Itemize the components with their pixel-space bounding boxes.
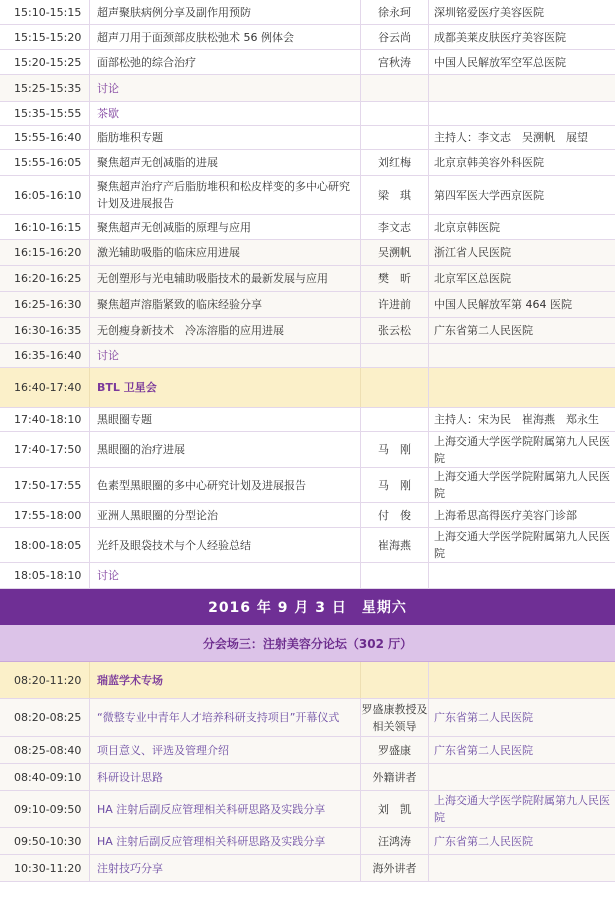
session-time: 17:55-18:00 xyxy=(0,503,90,527)
speaker-name: 李文志 xyxy=(361,215,429,239)
table-row xyxy=(0,318,615,344)
table-row xyxy=(0,699,615,737)
empty-cell xyxy=(361,408,429,431)
institution xyxy=(429,764,615,790)
session-label: 讨论 xyxy=(90,344,361,367)
session-label: 讨论 xyxy=(90,75,361,101)
talk-title: 色素型黑眼圈的多中心研究计划及进展报告 xyxy=(90,468,361,502)
session-time: 18:00-18:05 xyxy=(0,528,90,562)
talk-title: 科研设计思路 xyxy=(90,764,361,790)
session-time: 16:25-16:30 xyxy=(0,292,90,317)
session-header xyxy=(0,408,615,432)
session-time: 15:15-15:20 xyxy=(0,25,90,49)
talk-title: 聚焦超声无创减脂的进展 xyxy=(90,150,361,175)
institution: 中国人民解放军第 464 医院 xyxy=(434,298,572,311)
table-row xyxy=(0,240,615,266)
institution: 广东省第二人民医院 xyxy=(434,834,533,848)
speaker-name: 张云松 xyxy=(361,318,429,343)
speaker-name: 马 刚 xyxy=(361,432,429,467)
session-time: 16:05-16:10 xyxy=(0,176,90,214)
empty-cell xyxy=(429,662,615,698)
session-label: 脂肪堆积专题 xyxy=(90,126,361,149)
session-time: 15:10-15:15 xyxy=(0,0,90,24)
session-time: 17:50-17:55 xyxy=(0,468,90,502)
talk-title: 聚焦超声溶脂紧致的临床经验分享 xyxy=(90,292,361,317)
table-row xyxy=(0,266,615,292)
institution: 广东省第二人民医院 xyxy=(434,743,533,757)
session-label: 瑞蓝学术专场 xyxy=(90,662,361,698)
speaker-name: 许进前 xyxy=(361,292,429,317)
empty-cell xyxy=(429,344,615,367)
table-row xyxy=(0,292,615,318)
institution: 北京京韩美容外科医院 xyxy=(434,156,544,169)
speaker-name: 罗盛康教授及相关领导 xyxy=(361,699,429,736)
session-time: 18:05-18:10 xyxy=(0,563,90,588)
speaker-name: 宫秋涛 xyxy=(361,50,429,74)
institution: 广东省第二人民医院 xyxy=(434,711,533,724)
institution: 北京军区总医院 xyxy=(434,272,511,285)
table-row xyxy=(0,150,615,176)
talk-title: “微整专业中青年人才培养科研支持项目”开幕仪式 xyxy=(90,699,361,736)
session-time: 16:30-16:35 xyxy=(0,318,90,343)
speaker-name: 海外讲者 xyxy=(361,855,429,881)
session-time: 08:40-09:10 xyxy=(0,764,90,790)
empty-cell xyxy=(361,75,429,101)
session-time: 08:25-08:40 xyxy=(0,737,90,763)
speaker-name: 梁 琪 xyxy=(361,176,429,214)
talk-title: 聚焦超声无创减脂的原理与应用 xyxy=(90,215,361,239)
session-time: 16:40-17:40 xyxy=(0,368,90,407)
speaker-name: 谷云尚 xyxy=(361,25,429,49)
institution: 上海希思高得医疗美容门诊部 xyxy=(434,508,577,522)
discussion-row xyxy=(0,344,615,368)
institution: 浙江省人民医院 xyxy=(434,246,511,259)
table-row xyxy=(0,0,615,25)
speaker-name: 樊 昕 xyxy=(361,266,429,291)
institution xyxy=(429,855,615,881)
table-row xyxy=(0,855,615,882)
session-header xyxy=(0,126,615,150)
session-time: 16:20-16:25 xyxy=(0,266,90,291)
talk-title: 聚焦超声治疗产后脂肪堆积和松皮样变的多中心研究计划及进展报告 xyxy=(90,176,361,214)
empty-cell xyxy=(361,368,429,407)
break-row xyxy=(0,102,615,126)
speaker-name: 吴溯帆 xyxy=(361,240,429,265)
speaker-name: 马 刚 xyxy=(361,468,429,502)
speaker-name: 崔海燕 xyxy=(361,528,429,562)
session-time: 09:50-10:30 xyxy=(0,828,90,854)
institution: 上海交通大学医学院附属第九人民医院 xyxy=(434,434,610,465)
talk-title: 亚洲人黑眼圈的分型论治 xyxy=(90,503,361,527)
empty-cell xyxy=(361,662,429,698)
talk-title: 无创塑形与光电辅助吸脂技术的最新发展与应用 xyxy=(90,266,361,291)
empty-cell xyxy=(429,102,615,125)
session-label: BTL 卫星会 xyxy=(90,368,361,407)
table-row xyxy=(0,828,615,855)
talk-title: HA 注射后副反应管理相关科研思路及实践分享 xyxy=(90,828,361,854)
session-label: 黑眼圈专题 xyxy=(90,408,361,431)
speaker-name: 刘红梅 xyxy=(361,150,429,175)
venue-banner: 分会场三：注射美容分论坛（302 厅） xyxy=(0,625,615,662)
session-time: 08:20-11:20 xyxy=(0,662,90,698)
session-time: 10:30-11:20 xyxy=(0,855,90,881)
talk-title: 激光辅助吸脂的临床应用进展 xyxy=(90,240,361,265)
empty-cell xyxy=(361,344,429,367)
session-label: 讨论 xyxy=(90,563,361,588)
institution: 北京京韩医院 xyxy=(434,220,500,234)
empty-cell xyxy=(429,368,615,407)
institution: 中国人民解放军空军总医院 xyxy=(434,55,566,69)
talk-title: 超声聚肤病例分享及副作用预防 xyxy=(90,0,361,24)
talk-title: 注射技巧分享 xyxy=(90,855,361,881)
session-time: 15:35-15:55 xyxy=(0,102,90,125)
table-row xyxy=(0,432,615,468)
table-row xyxy=(0,468,615,503)
table-row xyxy=(0,791,615,828)
table-row xyxy=(0,50,615,75)
day-banner: 2016 年 9 月 3 日 星期六 xyxy=(0,589,615,625)
table-row xyxy=(0,215,615,240)
institution: 上海交通大学医学院附属第九人民医院 xyxy=(434,530,610,560)
speaker-name: 外籍讲者 xyxy=(361,764,429,790)
session-time: 17:40-17:50 xyxy=(0,432,90,467)
institution: 上海交通大学医学院附属第九人民医院 xyxy=(434,470,610,500)
table-row xyxy=(0,176,615,215)
speaker-name: 付 俊 xyxy=(361,503,429,527)
empty-cell xyxy=(429,75,615,101)
table-row xyxy=(0,528,615,563)
empty-cell xyxy=(361,563,429,588)
session-time: 16:35-16:40 xyxy=(0,344,90,367)
session-label: 茶歇 xyxy=(90,102,361,125)
table-row xyxy=(0,764,615,791)
empty-cell xyxy=(429,563,615,588)
speaker-name: 罗盛康 xyxy=(361,737,429,763)
session-time: 16:15-16:20 xyxy=(0,240,90,265)
speaker-name: 刘 凯 xyxy=(361,791,429,827)
talk-title: 无创瘦身新技术 冷冻溶脂的应用进展 xyxy=(90,318,361,343)
discussion-row xyxy=(0,563,615,589)
talk-title: 光纤及眼袋技术与个人经验总结 xyxy=(90,528,361,562)
session-time: 16:10-16:15 xyxy=(0,215,90,239)
session-host: 主持人：宋为民 崔海燕 郑永生 xyxy=(434,413,599,426)
institution: 上海交通大学医学院附属第九人民医院 xyxy=(434,794,610,824)
session-host: 主持人：李文志 吴溯帆 展望 xyxy=(434,131,588,144)
talk-title: 项目意义、评选及管理介绍 xyxy=(90,737,361,763)
session-time: 15:55-16:40 xyxy=(0,126,90,149)
institution: 成都美莱皮肤医疗美容医院 xyxy=(434,30,566,44)
session-time: 09:10-09:50 xyxy=(0,791,90,827)
session-time: 15:25-15:35 xyxy=(0,75,90,101)
speaker-name: 徐永珂 xyxy=(361,0,429,24)
empty-cell xyxy=(361,102,429,125)
institution: 广东省第二人民医院 xyxy=(434,324,533,337)
institution: 第四军医大学西京医院 xyxy=(434,188,544,202)
session-time: 17:40-18:10 xyxy=(0,408,90,431)
talk-title: 超声刀用于面颈部皮肤松弛术 56 例体会 xyxy=(90,25,361,49)
talk-title: HA 注射后副反应管理相关科研思路及实践分享 xyxy=(90,791,361,827)
talk-title: 面部松弛的综合治疗 xyxy=(90,50,361,74)
speaker-name: 汪鸿涛 xyxy=(361,828,429,854)
table-row xyxy=(0,737,615,764)
session-time: 15:20-15:25 xyxy=(0,50,90,74)
institution: 深圳铭爱医疗美容医院 xyxy=(434,5,544,19)
empty-cell xyxy=(361,126,429,149)
satellite-row xyxy=(0,368,615,408)
talk-title: 黑眼圈的治疗进展 xyxy=(90,432,361,467)
special-session-row xyxy=(0,662,615,699)
session-time: 15:55-16:05 xyxy=(0,150,90,175)
table-row xyxy=(0,25,615,50)
table-row xyxy=(0,503,615,528)
session-time: 08:20-08:25 xyxy=(0,699,90,736)
discussion-row xyxy=(0,75,615,102)
